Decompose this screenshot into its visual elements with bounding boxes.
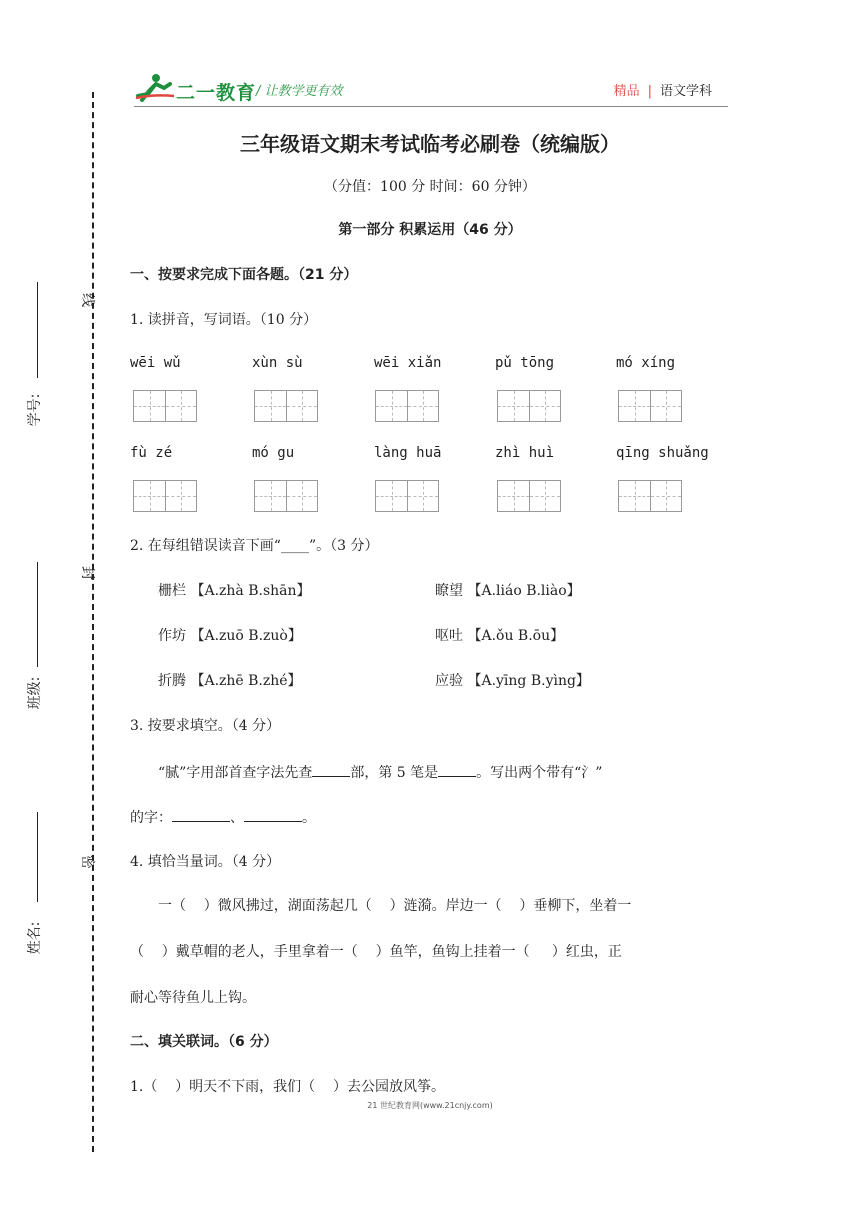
- writing-grid[interactable]: [254, 480, 318, 512]
- writing-grid[interactable]: [618, 480, 682, 512]
- writing-grid[interactable]: [375, 480, 439, 512]
- q2-word: 瞭望: [435, 583, 463, 599]
- class-label: 班级:: [27, 676, 43, 710]
- q2-item[interactable]: [435, 625, 564, 645]
- q2-options: 【A.liáo B.liào】: [467, 583, 581, 599]
- name-label: 姓名:: [27, 921, 43, 955]
- q4-line-2: （ ）戴草帽的老人，手里拿着一（ ）鱼竿，鱼钩上挂着一（ ）红虫，正: [130, 944, 622, 960]
- writing-grid[interactable]: [133, 480, 197, 512]
- pinyin: qīng shuǎng: [616, 445, 709, 461]
- q2-word: 栅栏: [158, 583, 186, 599]
- binding-char-line: 线: [79, 293, 95, 307]
- q2-options: 【A.ǒu B.ōu】: [467, 628, 565, 644]
- exam-title: 三年级语文期末考试临考必刷卷（统编版）: [240, 132, 620, 156]
- pinyin: pǔ tōng: [495, 355, 555, 371]
- exam-subtitle: （分值：100 分 时间：60 分钟）: [324, 179, 536, 195]
- writing-grid[interactable]: [375, 390, 439, 422]
- q1-label: 1. 读拼音，写词语。（10 分）: [130, 312, 318, 328]
- q2-word: 应验: [435, 673, 463, 689]
- q2-options: 【A.zuō B.zuò】: [190, 628, 302, 644]
- s2-q1: 1.（ ）明天不下雨，我们（ ）去公园放风筝。: [130, 1079, 445, 1095]
- header-subject: [614, 80, 712, 99]
- pinyin: zhì huì: [495, 445, 555, 461]
- writing-grid[interactable]: [618, 390, 682, 422]
- q2-word: 呕吐: [435, 628, 463, 644]
- name-line: [37, 812, 38, 902]
- pinyin: fù zé: [130, 445, 173, 461]
- part-heading: 第一部分 积累运用（46 分）: [338, 222, 522, 238]
- logo-text: 二一教育: [176, 82, 257, 104]
- binding-dashed-line: [92, 92, 94, 1152]
- q3-line-2: [130, 807, 316, 827]
- binding-char-seal: 封: [79, 566, 95, 580]
- pinyin: wēi xiǎn: [374, 355, 442, 371]
- q2-item[interactable]: [435, 580, 581, 600]
- pinyin: làng huā: [374, 445, 442, 461]
- q3-text: “腻”字用部首查字法先查: [158, 765, 313, 781]
- q2-options: 【A.zhà B.shān】: [190, 583, 311, 599]
- q4-label: 4. 填恰当量词。（4 分）: [130, 854, 281, 870]
- pinyin: mó xíng: [616, 355, 676, 371]
- pinyin: xùn sù: [252, 355, 303, 371]
- pinyin: mó gu: [252, 445, 295, 461]
- header-tag: 精品: [613, 84, 640, 99]
- binding-char-secret: 密: [79, 855, 95, 869]
- class-line: [37, 562, 38, 667]
- q2-item[interactable]: [435, 670, 590, 690]
- q3-text: 的字：: [130, 810, 172, 826]
- q4-line-3: 耐心等待鱼儿上钩。: [130, 990, 256, 1006]
- section-1-heading: 一、按要求完成下面各题。（21 分）: [130, 267, 358, 283]
- answer-blank[interactable]: [438, 762, 476, 777]
- q3-text: 。: [302, 810, 316, 826]
- answer-blank[interactable]: [244, 807, 302, 822]
- answer-blank[interactable]: [172, 807, 230, 822]
- q3-label: 3. 按要求填空。（4 分）: [130, 718, 281, 734]
- header-subject-label: 语文学科: [659, 84, 712, 99]
- q2-item[interactable]: [158, 625, 302, 645]
- q2-word: 折腾: [158, 673, 186, 689]
- q3-line-1: [158, 762, 602, 782]
- slogan: / 让教学更有效: [256, 84, 343, 99]
- writing-grid[interactable]: [497, 480, 561, 512]
- pinyin: wēi wǔ: [130, 355, 181, 371]
- section-2-heading: 二、填关联词。（6 分）: [130, 1034, 278, 1050]
- q2-options: 【A.yīng B.yìng】: [467, 673, 590, 689]
- student-id-label: 学号:: [27, 393, 43, 427]
- answer-blank[interactable]: [312, 762, 350, 777]
- q2-item[interactable]: [158, 580, 311, 600]
- q2-options: 【A.zhē B.zhé】: [190, 673, 302, 689]
- page-footer: 21 世纪教育网(www.21cnjy.com): [367, 1101, 493, 1110]
- student-id-line: [37, 282, 38, 378]
- q3-text: 。写出两个带有“氵”: [476, 765, 603, 781]
- writing-grid[interactable]: [254, 390, 318, 422]
- q2-word: 作坊: [158, 628, 186, 644]
- q4-line-1: 一（ ）微风拂过，湖面荡起几（ ）涟漪。岸边一（ ）垂柳下，坐着一: [158, 898, 632, 914]
- writing-grid[interactable]: [133, 390, 197, 422]
- q3-text: 部，第 5 笔是: [350, 765, 439, 781]
- header-divider: [134, 106, 728, 107]
- header-separator: |: [647, 84, 652, 99]
- q2-item[interactable]: [158, 670, 302, 690]
- writing-grid[interactable]: [497, 390, 561, 422]
- q3-text: 、: [230, 810, 244, 826]
- q2-label: 2. 在每组错误读音下画“____”。（3 分）: [130, 538, 379, 554]
